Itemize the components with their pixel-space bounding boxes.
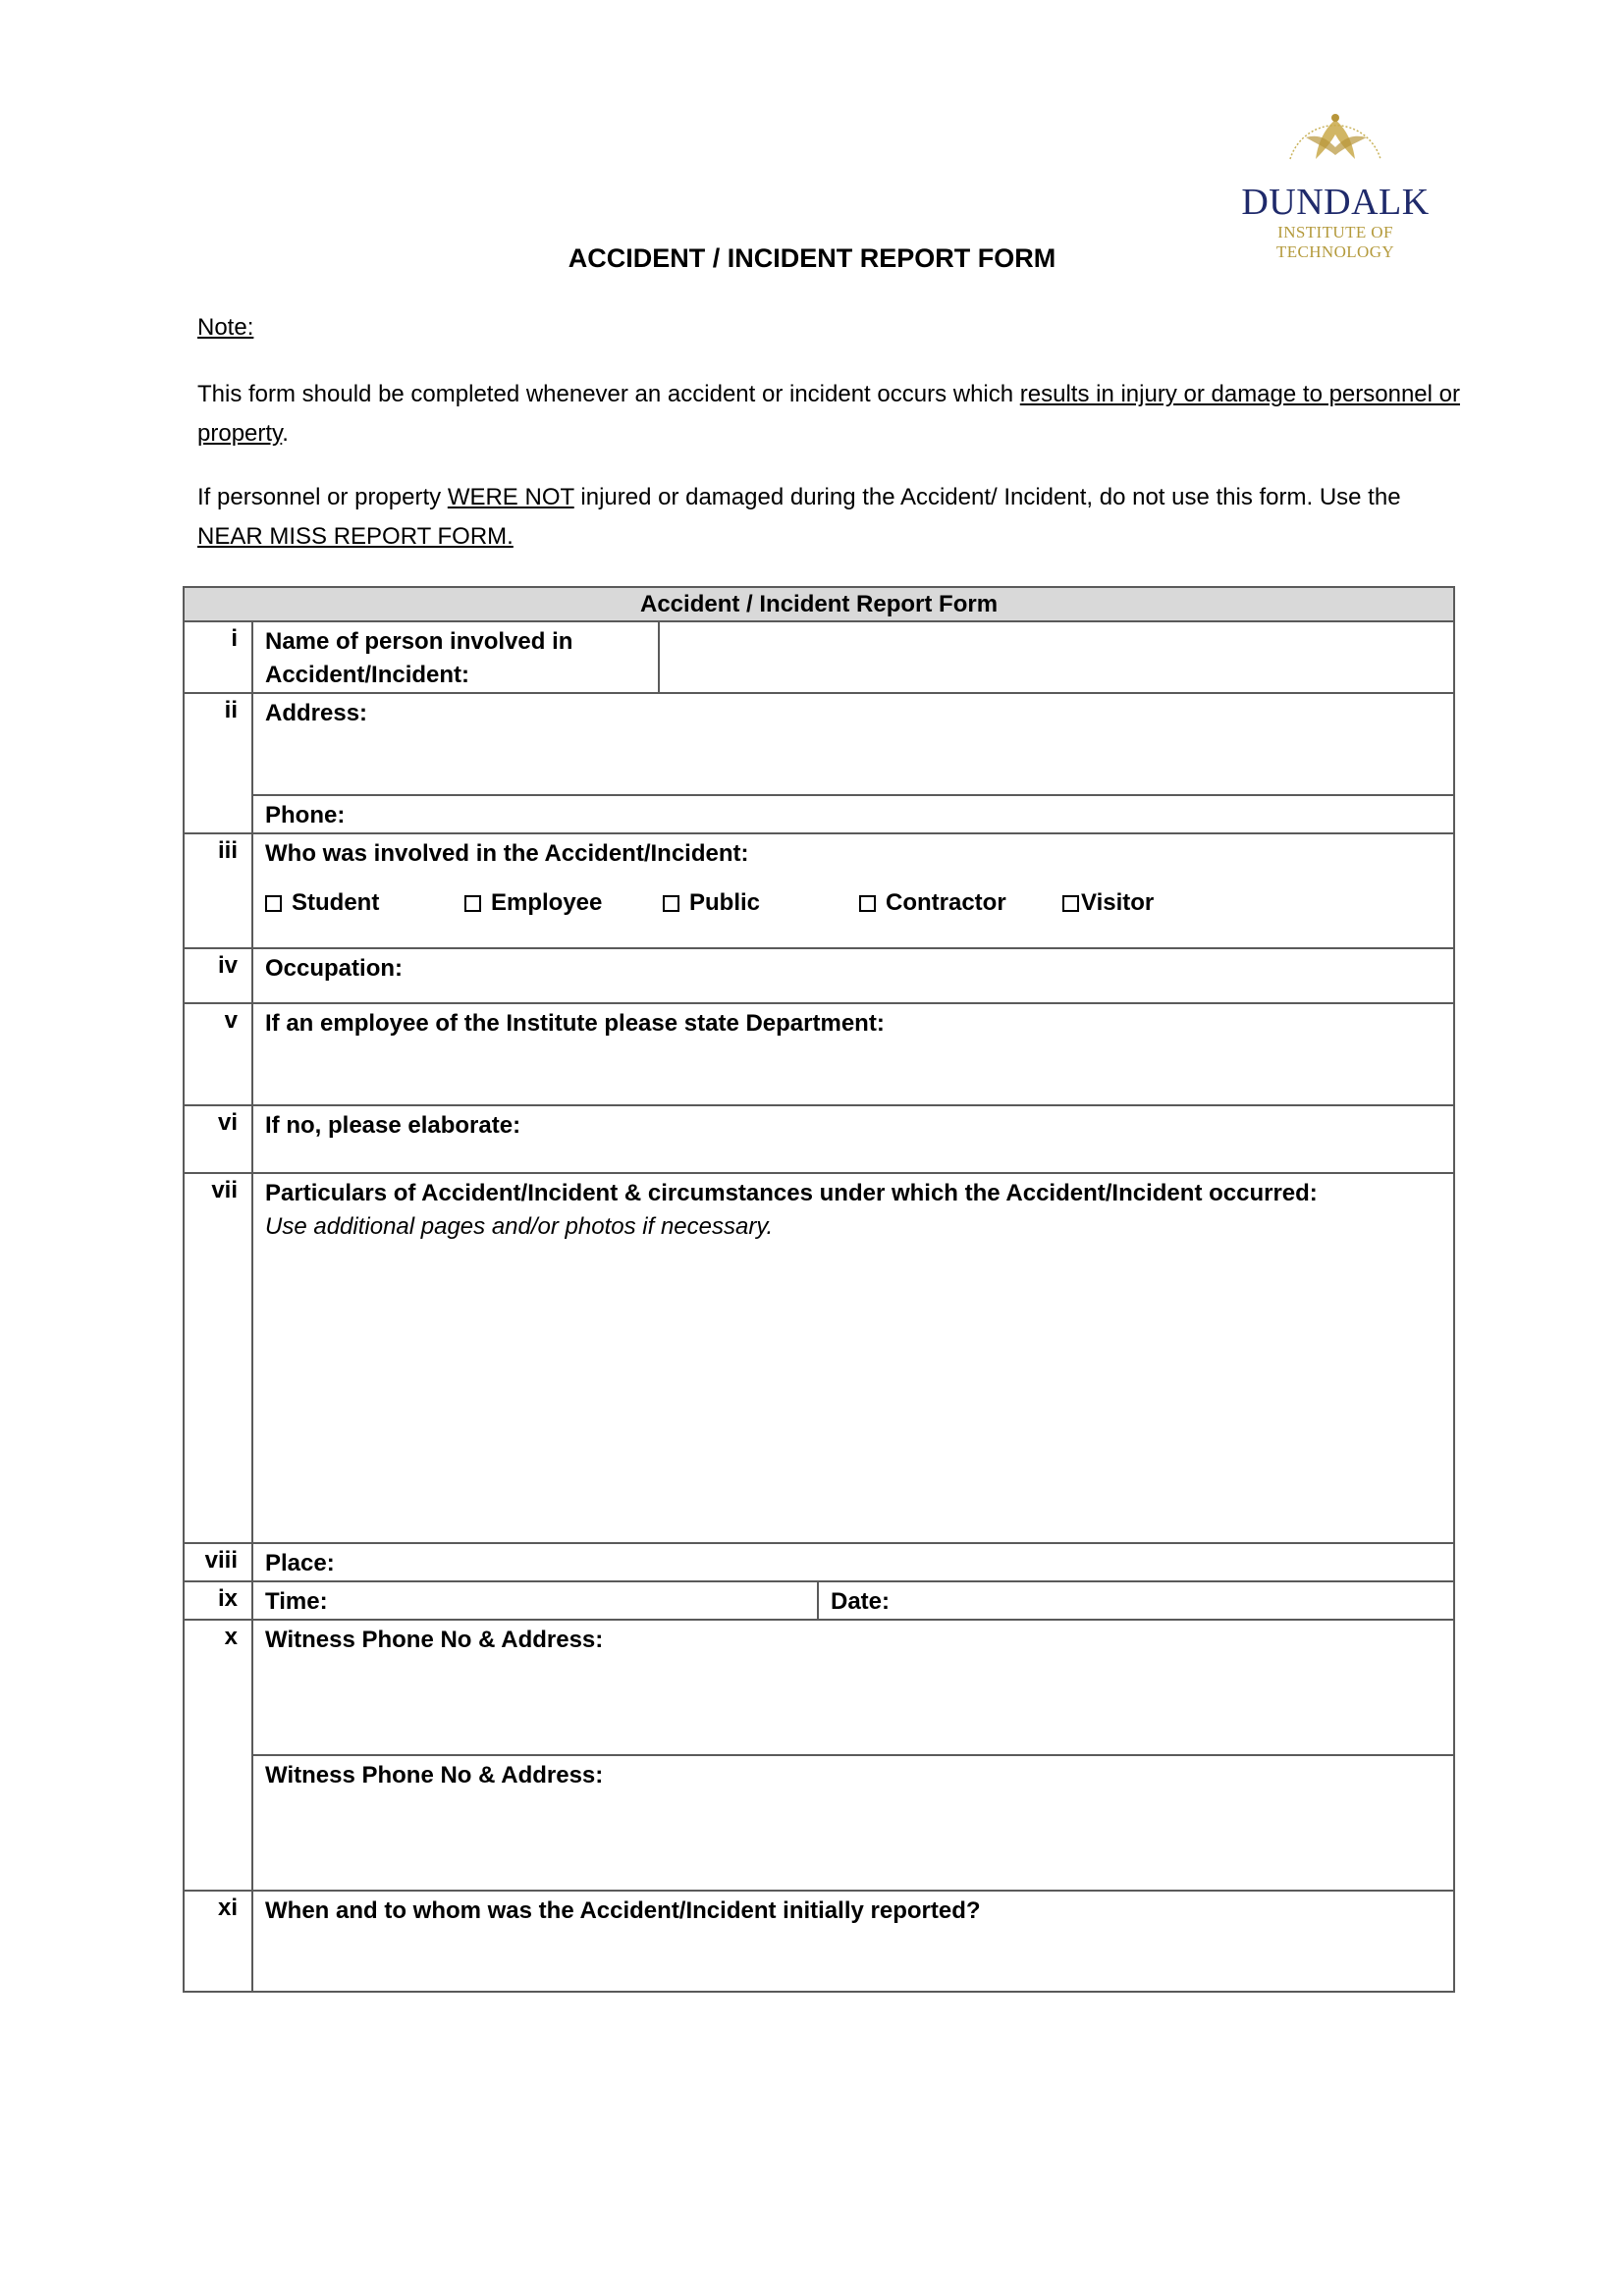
- particulars-hint: Use additional pages and/or photos if necessary.: [265, 1213, 774, 1240]
- elaborate-field[interactable]: [252, 1105, 1454, 1173]
- checkbox-icon[interactable]: [859, 895, 876, 912]
- checkbox-icon[interactable]: [464, 895, 481, 912]
- date-field[interactable]: [818, 1581, 1454, 1620]
- row-number: i: [184, 621, 252, 693]
- row-number: xi: [184, 1891, 252, 1992]
- note-label: Note:: [197, 314, 254, 341]
- witness-2-label: Witness Phone No & Address:: [265, 1762, 604, 1789]
- checkbox-icon[interactable]: [663, 895, 679, 912]
- page-title: ACCIDENT / INCIDENT REPORT FORM: [568, 243, 1056, 273]
- occupation-label: Occupation:: [265, 955, 404, 982]
- option-label: Public: [689, 889, 761, 916]
- intro-text: This form should be completed whenever an accident or incident occurs which: [197, 381, 1020, 407]
- row-number: viii: [184, 1543, 252, 1581]
- witness-2-field[interactable]: [252, 1755, 1454, 1891]
- option-label: Contractor: [886, 889, 1006, 916]
- intro-emphasis: results in injury or damage to personnel or property: [197, 381, 1460, 447]
- near-miss-paragraph: [197, 478, 1464, 557]
- option-label: Visitor: [1081, 889, 1155, 916]
- place-field[interactable]: [252, 1543, 1454, 1581]
- report-table: [183, 586, 1453, 1993]
- witness-1-field[interactable]: [252, 1620, 1454, 1755]
- row-number: iii: [184, 833, 252, 948]
- time-field[interactable]: [252, 1581, 818, 1620]
- near-miss-text-mid: injured or damaged during the Accident/ Incident, do not use this form. Use the: [573, 484, 1401, 510]
- row-number: x: [184, 1620, 252, 1891]
- row-number: v: [184, 1003, 252, 1105]
- option-visitor[interactable]: [1062, 886, 1154, 920]
- witness-1-label: Witness Phone No & Address:: [265, 1627, 604, 1653]
- place-label: Place:: [265, 1550, 335, 1576]
- option-label: Employee: [491, 889, 603, 916]
- checkbox-icon[interactable]: [265, 895, 282, 912]
- address-field[interactable]: [252, 693, 1454, 795]
- initial-report-label: When and to whom was the Accident/Incident initially reported?: [265, 1897, 981, 1924]
- row-number: vi: [184, 1105, 252, 1173]
- person-name-label: Name of person involved in Accident/Incident:: [252, 621, 659, 693]
- option-contractor[interactable]: [859, 886, 1062, 920]
- option-employee[interactable]: [464, 886, 663, 920]
- row-number: ii: [184, 693, 252, 833]
- institute-logo: [1227, 90, 1443, 261]
- option-public[interactable]: [663, 886, 859, 920]
- row-number: vii: [184, 1173, 252, 1543]
- option-student[interactable]: [265, 886, 464, 920]
- intro-period: .: [282, 420, 289, 447]
- elaborate-label: If no, please elaborate:: [265, 1112, 521, 1139]
- intro-paragraph: [197, 375, 1464, 454]
- time-label: Time:: [265, 1588, 328, 1615]
- involved-party-options: [265, 886, 1453, 920]
- option-label: Student: [292, 889, 380, 916]
- logo-subtitle: INSTITUTE OF TECHNOLOGY: [1275, 223, 1395, 261]
- involved-party-label: Who was involved in the Accident/Incident:: [265, 840, 749, 867]
- checkbox-icon[interactable]: [1062, 895, 1079, 912]
- near-miss-text: If personnel or property: [197, 484, 448, 510]
- initial-report-field[interactable]: [252, 1891, 1454, 1992]
- involved-party-cell: [252, 833, 1454, 948]
- bird-emblem-icon: [1276, 90, 1394, 181]
- table-header: Accident / Incident Report Form: [184, 587, 1454, 621]
- department-label: If an employee of the Institute please state Department:: [265, 1010, 885, 1037]
- date-label: Date:: [831, 1588, 891, 1615]
- particulars-label: Particulars of Accident/Incident & circumstances under which the Accident/Incident occurred:: [265, 1180, 1318, 1206]
- logo-name: DUNDALK: [1241, 182, 1430, 223]
- department-field[interactable]: [252, 1003, 1454, 1105]
- address-label: Address:: [265, 700, 368, 726]
- were-not-emphasis: WERE NOT: [447, 484, 574, 510]
- phone-label: Phone:: [265, 802, 346, 828]
- occupation-field[interactable]: [252, 948, 1454, 1003]
- particulars-field[interactable]: [252, 1173, 1454, 1543]
- person-name-field[interactable]: [659, 621, 1454, 693]
- row-number: iv: [184, 948, 252, 1003]
- row-number: ix: [184, 1581, 252, 1620]
- phone-field[interactable]: [252, 795, 1454, 833]
- near-miss-form-link: NEAR MISS REPORT FORM.: [197, 523, 514, 550]
